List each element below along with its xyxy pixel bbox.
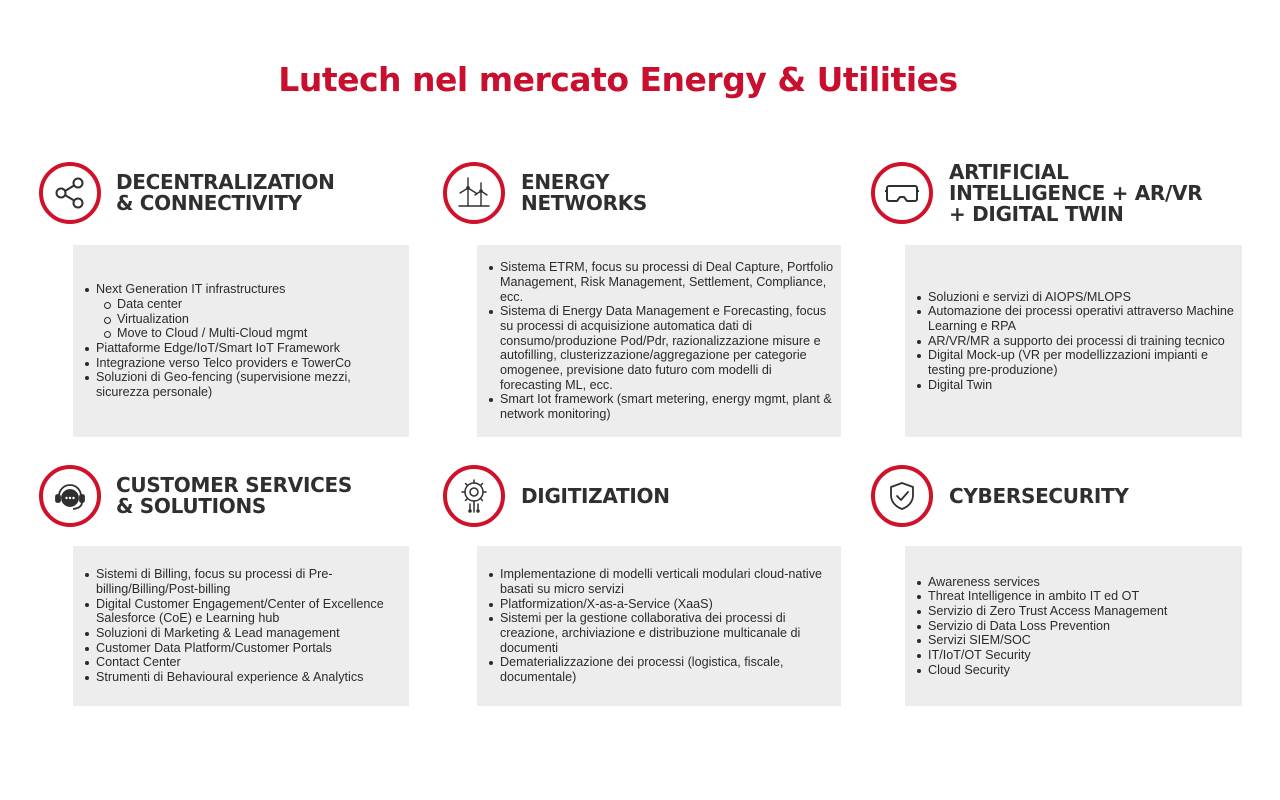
headset-chat-icon xyxy=(39,465,101,527)
list-item: Soluzioni e servizi di AIOPS/MLOPS xyxy=(915,290,1236,305)
section-heading-energy-networks: ENERGY NETWORKS xyxy=(521,170,648,215)
list-item: Soluzioni di Geo-fencing (supervisione mezzi, sicurezza personale) xyxy=(83,370,403,399)
list-item: Automazione dei processi operativi attraverso Machine Learning e RPA xyxy=(915,304,1236,333)
list-item: Implementazione di modelli verticali modulari cloud-native basati su micro servizi xyxy=(487,567,835,596)
list-item: Data center xyxy=(83,297,403,312)
bullet-list xyxy=(83,282,403,400)
list-item: Smart Iot framework (smart metering, energy mgmt, plant & network monitoring) xyxy=(487,392,835,421)
list-item: Servizi SIEM/SOC xyxy=(915,633,1167,648)
list-item: Servizio di Data Loss Prevention xyxy=(915,619,1167,634)
wind-turbine-icon xyxy=(443,162,505,224)
share-icon xyxy=(39,162,101,224)
list-item: Threat Intelligence in ambito IT ed OT xyxy=(915,589,1167,604)
list-item: Dematerializzazione dei processi (logistica, fiscale, documentale) xyxy=(487,655,835,684)
list-item: Soluzioni di Marketing & Lead management xyxy=(83,626,403,641)
section-heading-ai: ARTIFICIAL INTELLIGENCE + AR/VR + DIGITAL TWIN xyxy=(949,160,1203,226)
list-item: Digital Mock-up (VR per modellizzazioni impianti e testing pre-produzione) xyxy=(915,348,1236,377)
section-heading-digitization: DIGITIZATION xyxy=(521,484,670,508)
list-item: Cloud Security xyxy=(915,663,1167,678)
list-item: Piattaforme Edge/IoT/Smart IoT Framework xyxy=(83,341,403,356)
list-item: Servizio di Zero Trust Access Management xyxy=(915,604,1167,619)
list-item: Customer Data Platform/Customer Portals xyxy=(83,641,403,656)
list-item: Sistemi per la gestione collaborativa dei processi di creazione, archiviazione e distribuzione multicanale di documenti xyxy=(487,611,835,655)
list-item: Sistemi di Billing, focus su processi di Pre-billing/Billing/Post-billing xyxy=(83,567,403,596)
list-item: Virtualization xyxy=(83,312,403,327)
section-heading-decentralization: DECENTRALIZATION & CONNECTIVITY xyxy=(116,170,335,215)
list-item: Awareness services xyxy=(915,575,1167,590)
bullet-list xyxy=(487,260,835,422)
bullet-list xyxy=(83,567,403,685)
vr-headset-icon xyxy=(871,162,933,224)
section-box-energy-networks xyxy=(477,245,841,437)
gear-circuit-icon xyxy=(443,465,505,527)
section-box-decentralization xyxy=(73,245,409,437)
list-item: Platformization/X-as-a-Service (XaaS) xyxy=(487,597,835,612)
bullet-list xyxy=(487,567,835,685)
list-item: Digital Twin xyxy=(915,378,1236,393)
list-item: Contact Center xyxy=(83,655,403,670)
section-box-ai xyxy=(905,245,1242,437)
list-item: Strumenti di Behavioural experience & Analytics xyxy=(83,670,403,685)
list-item: Sistema di Energy Data Management e Forecasting, focus su processi di acquisizione automatica dati di consumo/produzione Pod/Pdr, razionalizzazione misure e autofilling, clusterizzazione/aggregazione per categorie omogenee, previsione dato futuro com modelli di forecasting ML, ecc. xyxy=(487,304,835,392)
bullet-list xyxy=(915,575,1167,678)
section-box-customer-services xyxy=(73,546,409,706)
list-item: Sistema ETRM, focus su processi di Deal Capture, Portfolio Management, Risk Management, Settlement, Compliance, ecc. xyxy=(487,260,835,304)
section-heading-cybersecurity: CYBERSECURITY xyxy=(949,484,1129,508)
section-box-digitization xyxy=(477,546,841,706)
section-box-cybersecurity xyxy=(905,546,1242,706)
list-item: Integrazione verso Telco providers e TowerCo xyxy=(83,356,403,371)
section-heading-customer-services: CUSTOMER SERVICES & SOLUTIONS xyxy=(116,473,352,518)
list-item: Digital Customer Engagement/Center of Excellence Salesforce (CoE) e Learning hub xyxy=(83,597,403,626)
page-title: Lutech nel mercato Energy & Utilities xyxy=(278,60,958,99)
list-item: IT/IoT/OT Security xyxy=(915,648,1167,663)
list-item: Next Generation IT infrastructures xyxy=(83,282,403,297)
list-item: Move to Cloud / Multi-Cloud mgmt xyxy=(83,326,403,341)
shield-check-icon xyxy=(871,465,933,527)
bullet-list xyxy=(915,290,1236,393)
list-item: AR/VR/MR a supporto dei processi di training tecnico xyxy=(915,334,1236,349)
